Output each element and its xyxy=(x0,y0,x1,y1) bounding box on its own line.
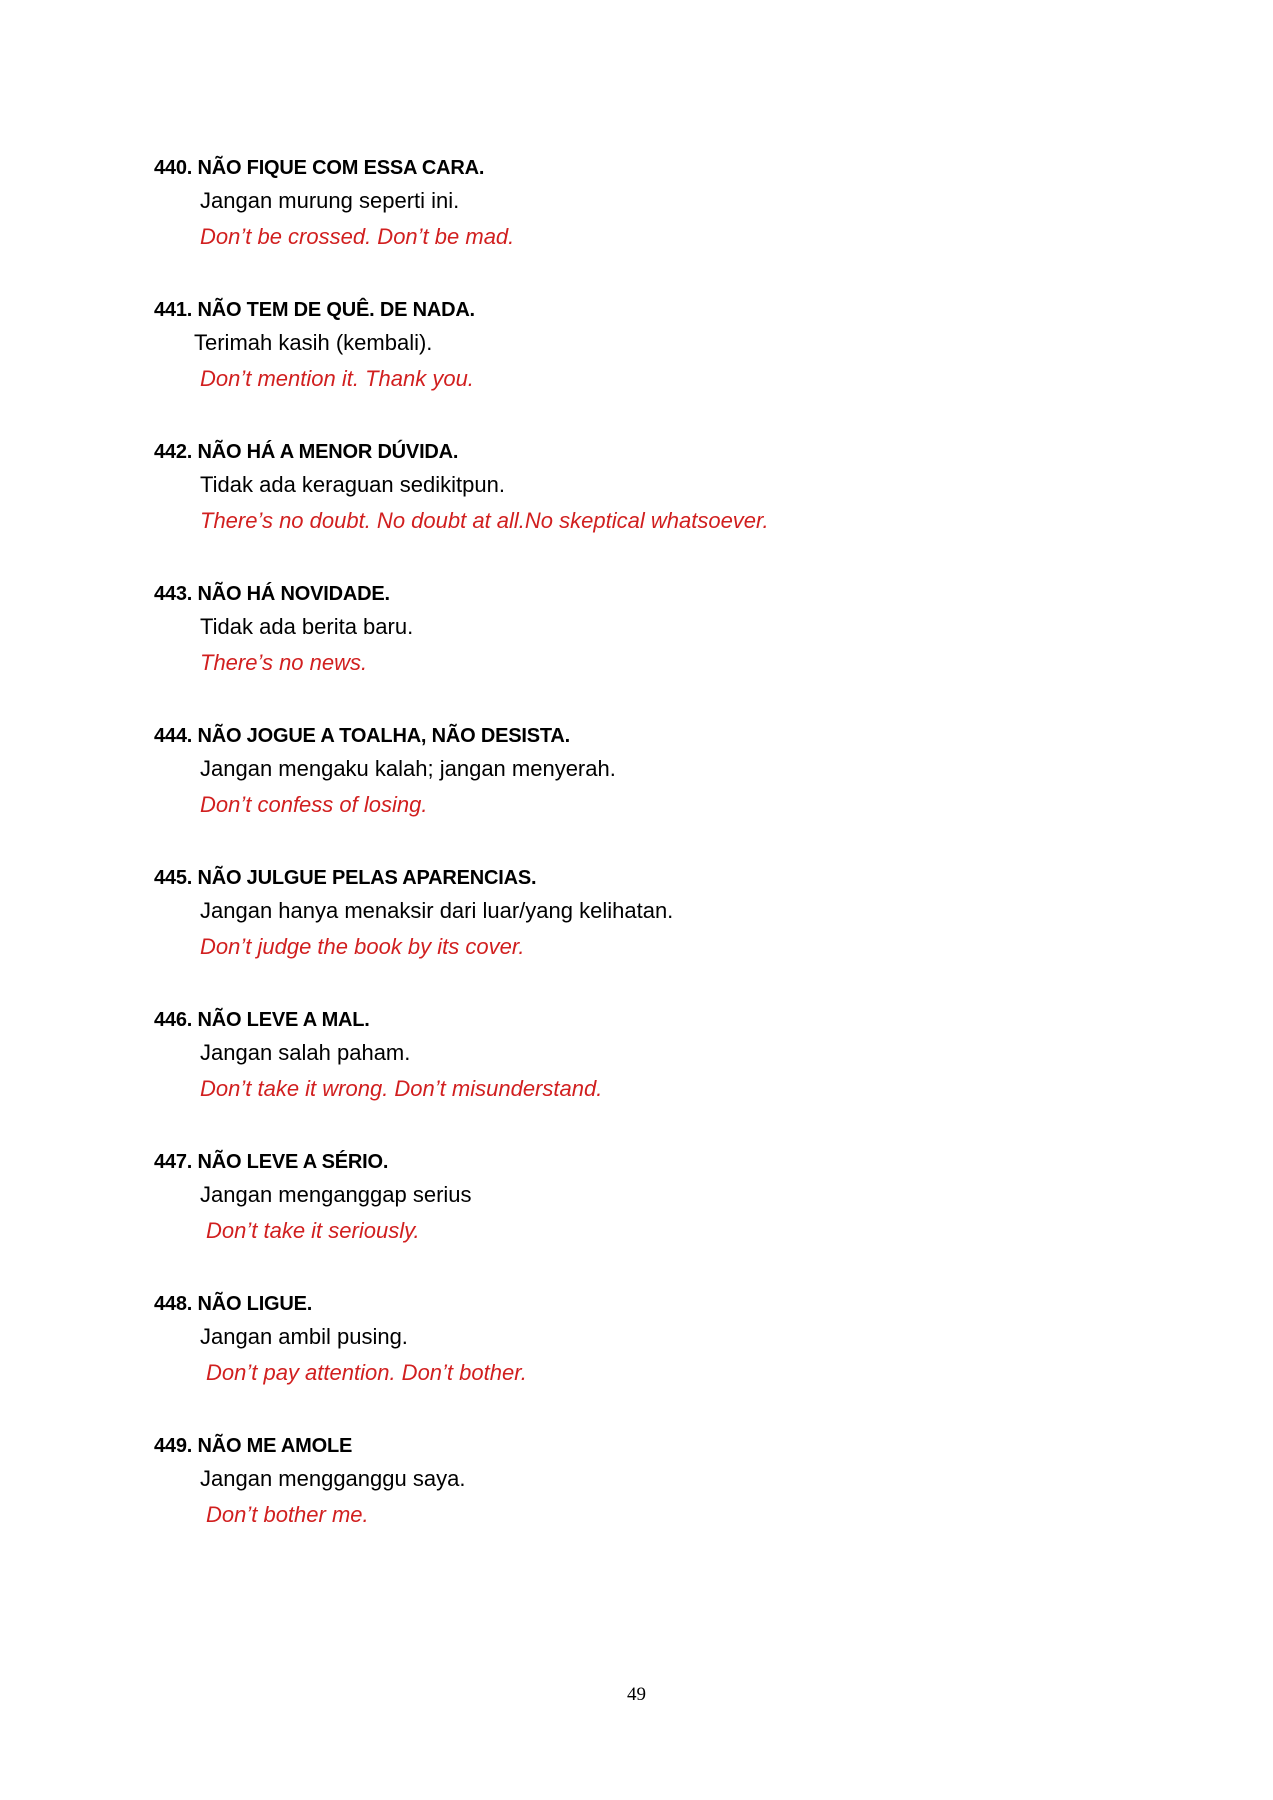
english-translation: Don’t pay attention. Don’t bother. xyxy=(206,1360,527,1385)
page-number: 49 xyxy=(627,1684,646,1705)
english-translation: There’s no news. xyxy=(200,650,368,675)
english-translation: Don’t be crossed. Don’t be mad. xyxy=(200,224,515,249)
indonesian-translation: Jangan menganggap serius xyxy=(200,1182,472,1207)
phrase-entry-441 xyxy=(154,295,1154,437)
phrase-heading: 441. NÃO TEM DE QUÊ. DE NADA. xyxy=(154,299,475,321)
indonesian-translation: Tidak ada berita baru. xyxy=(200,614,414,639)
phrase-heading: 448. NÃO LIGUE. xyxy=(154,1293,313,1315)
phrase-list xyxy=(154,153,1154,1573)
indonesian-translation: Jangan mengaku kalah; jangan menyerah. xyxy=(200,756,616,781)
english-translation: Don’t mention it. Thank you. xyxy=(200,366,474,391)
phrase-heading: 442. NÃO HÁ A MENOR DÚVIDA. xyxy=(154,441,459,463)
phrase-entry-449 xyxy=(154,1431,1154,1573)
phrase-entry-445 xyxy=(154,863,1154,1005)
phrase-entry-444 xyxy=(154,721,1154,863)
phrase-heading: 444. NÃO JOGUE A TOALHA, NÃO DESISTA. xyxy=(154,725,570,747)
phrase-heading: 445. NÃO JULGUE PELAS APARENCIAS. xyxy=(154,867,537,889)
phrase-entry-447 xyxy=(154,1147,1154,1289)
english-translation: Don’t bother me. xyxy=(206,1502,369,1527)
english-translation: There’s no doubt. No doubt at all.No skeptical whatsoever. xyxy=(200,508,769,533)
indonesian-translation: Tidak ada keraguan sedikitpun. xyxy=(200,472,505,497)
phrase-entry-442 xyxy=(154,437,1154,579)
phrase-heading: 440. NÃO FIQUE COM ESSA CARA. xyxy=(154,157,485,179)
indonesian-translation: Terimah kasih (kembali). xyxy=(194,330,433,355)
phrase-heading: 447. NÃO LEVE A SÉRIO. xyxy=(154,1151,389,1173)
phrase-heading: 449. NÃO ME AMOLE xyxy=(154,1435,353,1457)
english-translation: Don’t take it wrong. Don’t misunderstand. xyxy=(200,1076,603,1101)
indonesian-translation: Jangan mengganggu saya. xyxy=(200,1466,466,1491)
indonesian-translation: Jangan murung seperti ini. xyxy=(200,188,460,213)
phrase-entry-448 xyxy=(154,1289,1154,1431)
indonesian-translation: Jangan ambil pusing. xyxy=(200,1324,408,1349)
english-translation: Don’t judge the book by its cover. xyxy=(200,934,525,959)
english-translation: Don’t take it seriously. xyxy=(206,1218,420,1243)
phrase-entry-443 xyxy=(154,579,1154,721)
phrase-entry-440 xyxy=(154,153,1154,295)
indonesian-translation: Jangan hanya menaksir dari luar/yang kelihatan. xyxy=(200,898,674,923)
indonesian-translation: Jangan salah paham. xyxy=(200,1040,411,1065)
english-translation: Don’t confess of losing. xyxy=(200,792,428,817)
phrase-entry-446 xyxy=(154,1005,1154,1147)
phrase-heading: 443. NÃO HÁ NOVIDADE. xyxy=(154,583,390,605)
phrase-heading: 446. NÃO LEVE A MAL. xyxy=(154,1009,370,1031)
